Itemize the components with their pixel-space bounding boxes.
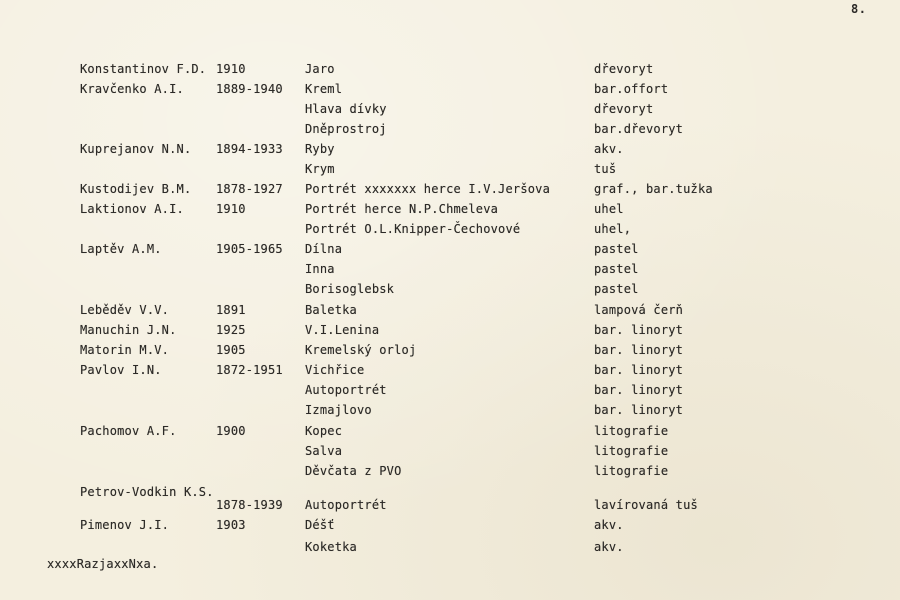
artwork-title: Autoportrét [305,383,387,397]
list-item [0,182,900,200]
list-item [0,262,900,280]
list-item [0,383,900,401]
artwork-technique: lavírovaná tuš [594,498,698,512]
artist-name: Kuprejanov N.N. [80,142,192,156]
list-item [0,282,900,300]
artwork-technique: akv. [594,518,624,532]
artwork-title: Portrét xxxxxxx herce I.V.Jeršova [305,182,551,196]
artist-years: 1878-1939 [216,498,283,512]
artist-years: 1891 [216,303,246,317]
list-item [0,403,900,421]
list-item [0,162,900,180]
artwork-title: Dílna [305,242,343,256]
list-item [0,444,900,462]
list-item [0,363,900,381]
artwork-title: V.I.Lenina [305,323,380,337]
artwork-technique: graf., bar.tužka [594,182,713,196]
artwork-technique: litografie [594,444,669,458]
artwork-title: Izmajlovo [305,403,372,417]
artist-name: Laptěv A.M. [80,242,162,256]
list-item [0,518,900,536]
artist-years: 1903 [216,518,246,532]
list-item [0,122,900,140]
artwork-title: Hlava dívky [305,102,387,116]
list-item [0,303,900,321]
artwork-technique: bar. linoryt [594,343,684,357]
artist-years: 1905-1965 [216,242,283,256]
artwork-technique: lampová čerň [594,303,684,317]
artist-name: Pavlov I.N. [80,363,162,377]
list-item [0,222,900,240]
list-item [0,202,900,220]
artwork-technique: akv. [594,540,624,554]
list-item [0,424,900,442]
artist-name: Konstantinov F.D. [80,62,207,76]
list-item [0,102,900,120]
artwork-technique: pastel [594,282,639,296]
artwork-title: Děvčata z PVO [305,464,402,478]
artwork-title: Kreml [305,82,343,96]
artist-name: Manuchin J.N. [80,323,177,337]
artwork-technique: bar. linoryt [594,323,684,337]
list-item [0,498,900,516]
artist-name: Laktionov A.I. [80,202,184,216]
page-number: 8. [851,2,867,16]
artwork-title: Autoportrét [305,498,387,512]
artist-years: 1910 [216,62,246,76]
artwork-title: Koketka [305,540,357,554]
artwork-title: Krym [305,162,335,176]
artwork-title: Vichřice [305,363,365,377]
artwork-technique: uhel, [594,222,632,236]
artwork-title: Ryby [305,142,335,156]
artwork-technique: dřevoryt [594,102,654,116]
artwork-technique: litografie [594,424,669,438]
list-item [0,464,900,482]
artist-name: Leběděv V.V. [80,303,170,317]
artwork-technique: bar.dřevoryt [594,122,684,136]
list-item [0,343,900,361]
artwork-technique: bar. linoryt [594,403,684,417]
artwork-technique: bar. linoryt [594,363,684,377]
list-item [0,62,900,80]
artwork-technique: pastel [594,262,639,276]
artwork-title: Borisoglebsk [305,282,395,296]
list-item [0,540,900,558]
artist-name: Petrov-Vodkin K.S. [80,485,214,499]
artwork-technique: tuš [594,162,617,176]
artwork-title: Inna [305,262,335,276]
artist-years: 1900 [216,424,246,438]
struck-out-text: xxxxRazjaxxNxa. [47,557,159,571]
artwork-technique: dřevoryt [594,62,654,76]
artist-years: 1894-1933 [216,142,283,156]
artist-years: 1925 [216,323,246,337]
artist-name: Kustodijev B.M. [80,182,192,196]
artist-years: 1872-1951 [216,363,283,377]
list-item [0,82,900,100]
artwork-title: Kremelský orloj [305,343,417,357]
artwork-technique: akv. [594,142,624,156]
artwork-title: Portrét herce N.P.Chmeleva [305,202,499,216]
artwork-title: Portrét O.L.Knipper-Čechovové [305,222,521,236]
artwork-technique: bar. linoryt [594,383,684,397]
artist-years: 1910 [216,202,246,216]
list-item [0,323,900,341]
artist-years: 1905 [216,343,246,357]
artwork-title: Kopec [305,424,343,438]
artist-name: Matorin M.V. [80,343,170,357]
artist-years: 1889-1940 [216,82,283,96]
list-item [0,242,900,260]
artist-name: Pachomov A.F. [80,424,177,438]
artist-years: 1878-1927 [216,182,283,196]
artwork-title: Jaro [305,62,335,76]
list-item [0,142,900,160]
artwork-title: Dněprostroj [305,122,387,136]
artwork-technique: uhel [594,202,624,216]
artwork-technique: bar.offort [594,82,669,96]
artwork-title: Baletka [305,303,357,317]
artwork-title: Salva [305,444,343,458]
artist-name: Pimenov J.I. [80,518,170,532]
artwork-technique: pastel [594,242,639,256]
artist-name: Kravčenko A.I. [80,82,184,96]
artwork-title: Déšť [305,518,335,532]
artwork-technique: litografie [594,464,669,478]
